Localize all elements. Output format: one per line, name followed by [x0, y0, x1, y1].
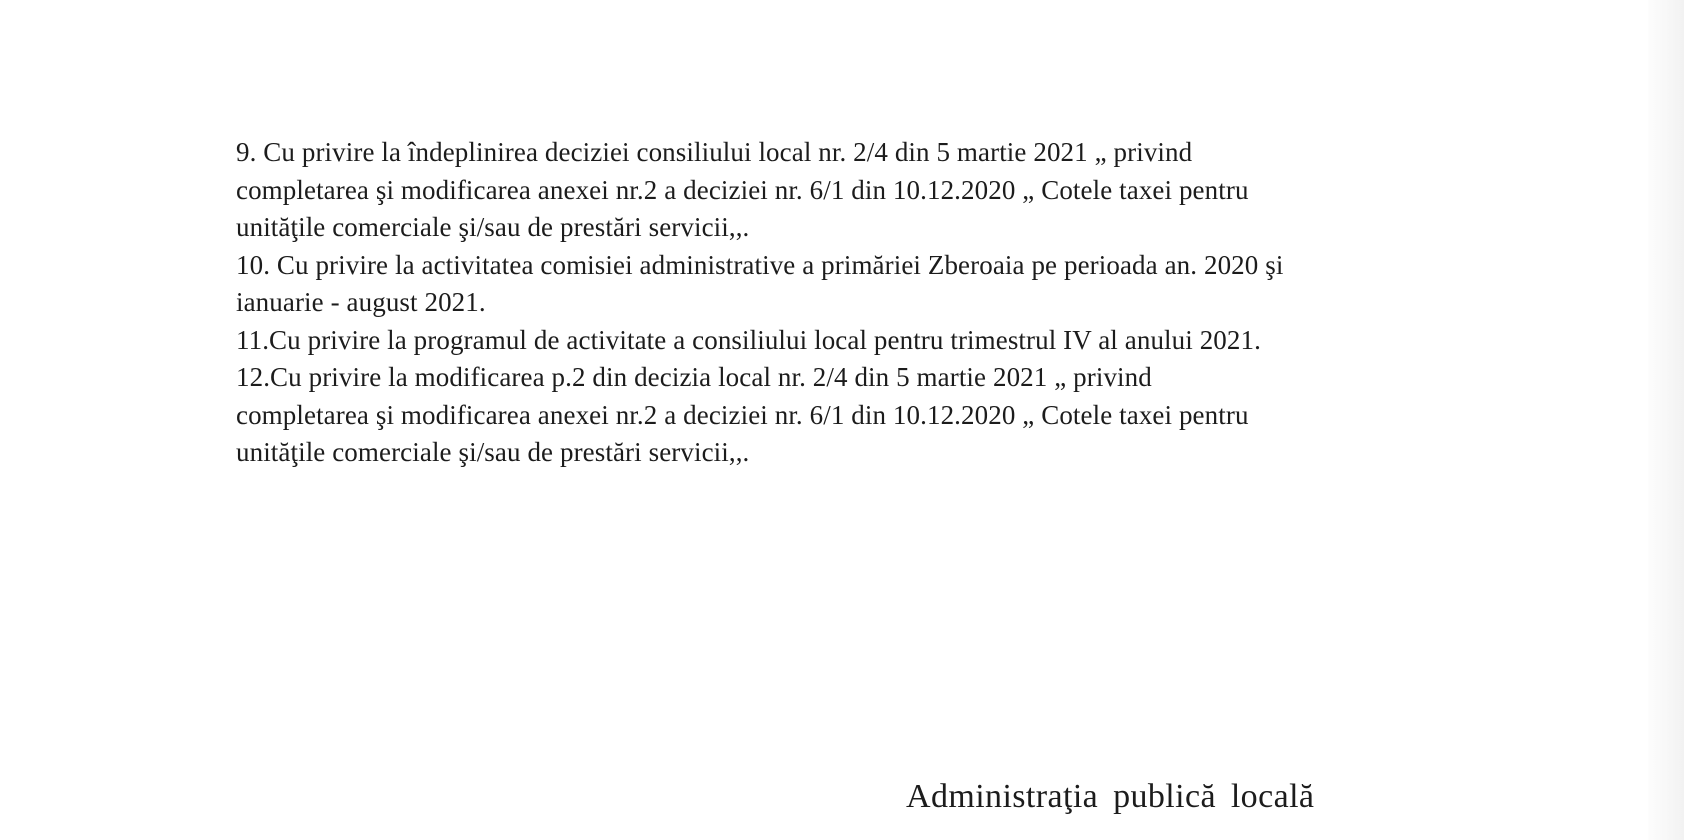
agenda-item-11-line-1: 11.Cu privire la programul de activitate a consiliului local pentru trimestrul IV al anului 2021. [236, 324, 1261, 355]
agenda-item-9-line-3: unităţile comerciale şi/sau de prestări servicii,,. [236, 212, 750, 242]
agenda-item-12-line-2: completarea şi modificarea anexei nr.2 a deciziei nr. 6/1 din 10.12.2020 „ Cotele taxei pentru [236, 399, 1249, 430]
agenda-item-12-line-3: unităţile comerciale şi/sau de prestări servicii,,. [236, 437, 750, 467]
agenda-item-12-line-1: 12.Cu privire la modificarea p.2 din decizia local nr. 2/4 din 5 martie 2021 „ privind [236, 362, 1152, 392]
agenda-item-10-line-2: ianuarie - august 2021. [236, 287, 486, 317]
signature-line: Administraţia publică locală [906, 778, 1315, 815]
page-edge [1648, 0, 1684, 840]
agenda-item-9-line-2: completarea şi modificarea anexei nr.2 a deciziei nr. 6/1 din 10.12.2020 „ Cotele taxei pentru [236, 174, 1249, 205]
agenda-list [236, 134, 1536, 472]
agenda-item-9-line-1: 9. Cu privire la îndeplinirea deciziei consiliului local nr. 2/4 din 5 martie 2021 „ privind [236, 137, 1193, 167]
agenda-item-10-line-1: 10. Cu privire la activitatea comisiei administrative a primăriei Zberoaia pe perioada an. 2020 şi [236, 249, 1284, 280]
